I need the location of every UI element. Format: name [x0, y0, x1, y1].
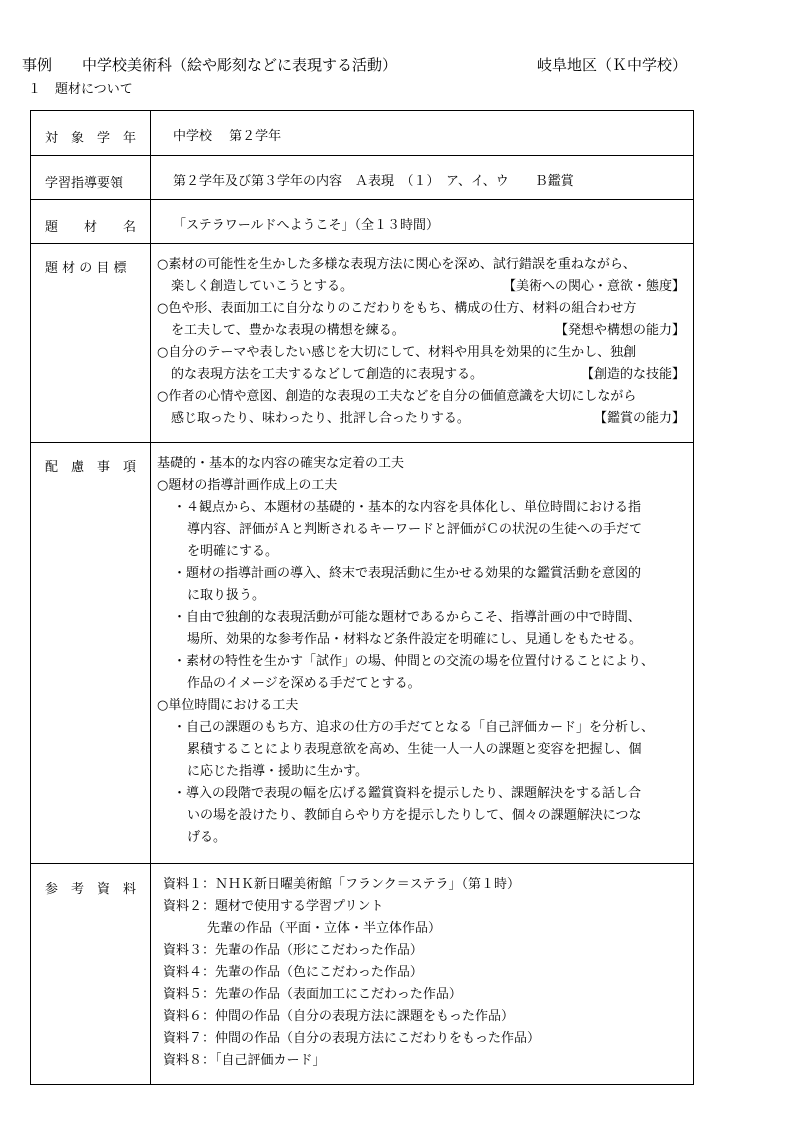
row-label: 配 慮 事 項 [31, 443, 151, 863]
title-value: 「ステラワールドへようこそ」（全１３時間） [173, 218, 439, 233]
region-school: 岐阜地区（Ｋ中学校） [537, 56, 688, 74]
goal-tag: 【創造的な技能】 [580, 367, 685, 382]
reference-line: 先輩の作品（平面・立体・半立体作品） [207, 921, 442, 936]
consideration-line: 累積することにより表現意欲を高め、生徒一人一人の課題と変容を把握し、個 [187, 742, 642, 757]
considerations-list [151, 443, 693, 863]
goal-tag: 【鑑賞の能力】 [593, 411, 685, 426]
consideration-line: いの場を設けたり、教師自らやり方を提示したりして、個々の課題解決につな [187, 808, 642, 823]
goal-line: 楽しく創造していこうとする。 【美術への関心・意欲・態度】 [157, 276, 685, 298]
consideration-line: に取り扱う。 [187, 588, 266, 603]
consideration-line: 場所、効果的な参考作品・材料など条件設定を明確にし、見通しをもたせる。 [187, 632, 643, 647]
consideration-line: ・自己の課題のもち方、追求の仕方の手だてとなる「自己評価カード」を分析し、 [173, 720, 655, 735]
document-header [22, 54, 397, 75]
section-heading [28, 78, 133, 97]
reference-line: 資料３：先輩の作品（形にこだわった作品） [163, 943, 423, 958]
goal-line: ○素材の可能性を生かした多様な表現方法に関心を深め、試行錯誤を重ねながら、 [157, 257, 636, 272]
section-title: 題材について [55, 82, 133, 97]
row-target-grade [31, 111, 693, 156]
reference-line: 資料８：「自己評価カード」 [163, 1053, 326, 1068]
row-label: 題 材 名 [31, 200, 151, 243]
row-considerations [31, 443, 693, 864]
guideline-value: 第２学年及び第３学年の内容 Ａ表現 （１） ア、イ、ウ Ｂ鑑賞 [173, 174, 574, 189]
case-label: 事例 [22, 56, 53, 74]
section-number: １ [28, 82, 42, 97]
consideration-line: ・導入の段階で表現の幅を広げる鑑賞資料を提示したり、課題解決をする話し合 [173, 786, 642, 801]
consideration-line: ・題材の指導計画の導入、終末で表現活動に生かせる効果的な鑑賞活動を意図的 [173, 566, 642, 581]
goal-line: ○色や形、表面加工に自分なりのこだわりをもち、構成の仕方、材料の組合わせ方 [157, 301, 637, 316]
subject-table [30, 110, 694, 1085]
row-label: 題 材 の 目 標 [31, 244, 151, 442]
references-list [151, 864, 693, 1084]
goal-line: ○作者の心情や意図、創造的な表現の工夫などを自分の価値意識を大切にしながら [157, 389, 637, 404]
consideration-line: 導内容、評価がＡと判断されるキーワードと評価がＣの状況の生徒への手だて [187, 522, 643, 537]
row-guideline [31, 156, 693, 200]
goal-line: 感じ取ったり、味わったり、批評し合ったりする。 【鑑賞の能力】 [157, 408, 685, 430]
row-label: 参 考 資 料 [31, 864, 151, 1084]
row-title [31, 200, 693, 244]
consideration-line: ○題材の指導計画作成上の工夫 [157, 478, 338, 493]
row-label: 対 象 学 年 [31, 111, 151, 155]
consideration-line: げる。 [187, 830, 227, 845]
row-label: 学習指導要領 [31, 156, 151, 199]
goal-tag: 【発想や構想の能力】 [554, 323, 685, 338]
reference-line: 資料２：題材で使用する学習プリント [163, 899, 384, 914]
consideration-line: ・４観点から、本題材の基礎的・基本的な内容を具体化し、単位時間における指 [173, 500, 642, 515]
consideration-line: 基礎的・基本的な内容の確実な定着の工夫 [157, 456, 405, 471]
consideration-line: ・素材の特性を生かす「試作」の場、仲間との交流の場を位置付けることにより、 [173, 654, 655, 669]
reference-line: 資料１：ＮＨＫ新日曜美術館「フランク＝ステラ」（第１時） [163, 877, 520, 892]
consideration-line: ○単位時間における工夫 [157, 698, 299, 713]
goal-tag: 【美術への関心・意欲・態度】 [502, 279, 685, 294]
row-references [31, 864, 693, 1084]
consideration-line: ・自由で独創的な表現活動が可能な題材であるからこそ、指導計画の中で時間、 [173, 610, 641, 625]
consideration-line: 作品のイメージを深める手だてとする。 [187, 676, 421, 691]
goal-line: を工夫して、豊かな表現の構想を練る。 【発想や構想の能力】 [157, 320, 685, 342]
target-grade-value: 中学校 第２学年 [173, 129, 282, 144]
consideration-line: に応じた指導・援助に生かす。 [187, 764, 368, 779]
goal-line: ○自分のテーマや表したい感じを大切にして、材料や用具を効果的に生かし、独創 [157, 345, 637, 360]
goal-line: 的な表現方法を工夫するなどして創造的に表現する。 【創造的な技能】 [157, 364, 685, 386]
goals-list [151, 244, 693, 442]
consideration-line: を明確にする。 [187, 544, 279, 559]
row-goals [31, 244, 693, 443]
reference-line: 資料６：仲間の作品（自分の表現方法に課題をもった作品） [163, 1009, 515, 1024]
reference-line: 資料４：先輩の作品（色にこだわった作品） [163, 965, 423, 980]
reference-line: 資料７：仲間の作品（自分の表現方法にこだわりをもった作品） [163, 1031, 541, 1046]
reference-line: 資料５：先輩の作品（表面加工にこだわった作品） [163, 987, 462, 1002]
subject-title: 中学校美術科（絵や彫刻などに表現する活動） [82, 56, 398, 74]
